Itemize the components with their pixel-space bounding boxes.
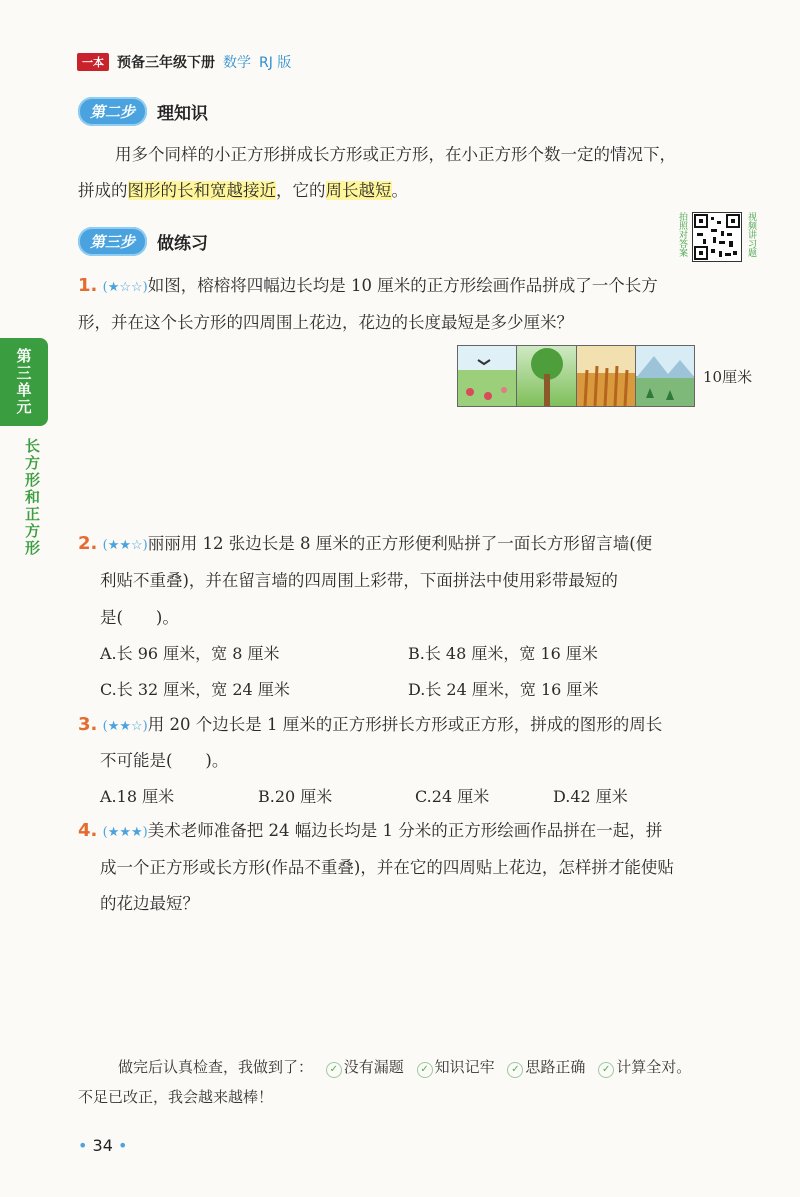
highlight-1: 图形的长和宽越接近: [127, 181, 276, 200]
question-1-line2: 形，并在这个长方形的四周围上花边，花边的长度最短是多少厘米？: [78, 313, 573, 332]
question-4-line2: 成一个正方形或长方形(作品不重叠)，并在它的四周贴上花边，怎样拼才能使贴: [100, 858, 674, 877]
step2-badge: 第二步: [78, 97, 147, 126]
publisher-logo: 一本: [77, 53, 109, 71]
option-d[interactable]: D.长 24 厘米，宽 16 厘米: [408, 680, 599, 699]
option-c[interactable]: C.长 32 厘米，宽 24 厘米: [100, 680, 290, 699]
question-2-line2: 利贴不重叠)，并在留言墙的四周围上彩带，下面拼法中使用彩带最短的: [100, 571, 618, 590]
page-header: [77, 52, 291, 72]
qr-left-caption: 拍照对答案: [677, 212, 687, 257]
dot-icon: •: [78, 1136, 88, 1155]
highlight-2: 周长越短: [325, 181, 392, 200]
step3-title: 做练习: [157, 234, 209, 254]
self-check-line2: 不足已改正，我会越来越棒！: [78, 1088, 274, 1106]
painting-birds: [458, 346, 517, 406]
check-item: 知识记牢: [434, 1058, 495, 1076]
question-number: 4.: [78, 820, 98, 841]
question-4-line1: [78, 812, 662, 851]
knowledge-text: 。: [391, 181, 408, 200]
edition-label: RJ 版: [259, 55, 292, 71]
knowledge-line1: 用多个同样的小正方形拼成长方形或正方形，在小正方形个数一定的情况下，: [115, 145, 676, 164]
step3-banner: [78, 227, 208, 256]
page-number: [78, 1136, 127, 1155]
question-number: 1.: [78, 275, 98, 296]
self-check-intro: 做完后认真检查，我做到了：: [118, 1058, 314, 1076]
painting-tree: [517, 346, 576, 406]
question-number: 2.: [78, 533, 98, 554]
figure-dimension-label: 10厘米: [703, 368, 753, 386]
book-title: 预备三年级下册: [117, 55, 215, 71]
option-b[interactable]: B.20 厘米: [258, 787, 333, 806]
question-text: 丽丽用 12 张边长是 8 厘米的正方形便利贴拼了一面长方形留言墙(便: [147, 534, 653, 553]
painting-mountains: [636, 346, 694, 406]
question-2-line1: [78, 525, 652, 564]
knowledge-line2: [78, 172, 408, 209]
knowledge-text: ，它的: [276, 181, 326, 200]
qr-right-caption: 视频讲习题: [746, 212, 756, 257]
knowledge-text: 拼成的: [78, 181, 128, 200]
option-b[interactable]: B.长 48 厘米，宽 16 厘米: [408, 644, 598, 663]
question-text: 如图，榕榕将四幅边长均是 10 厘米的正方形绘画作品拼成了一个长方: [147, 276, 658, 295]
question-4-line3: 的花边最短？: [100, 894, 199, 913]
difficulty-stars: (★★☆): [102, 719, 148, 734]
question-2-line3: 是( )。: [100, 608, 179, 627]
check-item: 计算全对。: [616, 1058, 692, 1076]
question-text: 用 20 个边长是 1 厘米的正方形拼长方形或正方形，拼成的图形的周长: [147, 715, 663, 734]
unit-side-tab: 第三单元: [0, 338, 48, 426]
check-icon[interactable]: ✓: [598, 1062, 614, 1078]
check-icon[interactable]: ✓: [507, 1062, 523, 1078]
question-1-line1: [78, 267, 658, 306]
step2-banner: [78, 97, 208, 126]
option-a[interactable]: A.长 96 厘米，宽 8 厘米: [100, 644, 280, 663]
difficulty-stars: (★★☆): [102, 538, 148, 553]
question-3-line1: [78, 706, 662, 745]
qr-code-icon[interactable]: [692, 212, 742, 262]
step3-badge: 第三步: [78, 227, 147, 256]
painting-wheat: [577, 346, 636, 406]
unit-side-title: 长方形和正方形: [23, 438, 41, 557]
check-icon[interactable]: ✓: [417, 1062, 433, 1078]
option-c[interactable]: C.24 厘米: [415, 787, 490, 806]
dot-icon: •: [117, 1136, 128, 1155]
page-number-value: 34: [92, 1136, 113, 1155]
question-text: 美术老师准备把 24 幅边长均是 1 分米的正方形绘画作品拼在一起，拼: [147, 821, 663, 840]
check-item: 没有漏题: [343, 1058, 404, 1076]
step2-title: 理知识: [157, 104, 209, 124]
paintings-figure: [457, 345, 695, 407]
subject-label: 数学: [223, 55, 251, 71]
check-icon[interactable]: ✓: [326, 1062, 342, 1078]
difficulty-stars: (★☆☆): [102, 280, 148, 295]
self-check-line1: [118, 1056, 691, 1078]
option-d[interactable]: D.42 厘米: [553, 787, 628, 806]
question-3-line2: 不可能是( )。: [100, 751, 229, 770]
option-a[interactable]: A.18 厘米: [100, 787, 175, 806]
difficulty-stars: (★★★): [102, 825, 148, 840]
question-number: 3.: [78, 714, 98, 735]
check-item: 思路正确: [525, 1058, 586, 1076]
